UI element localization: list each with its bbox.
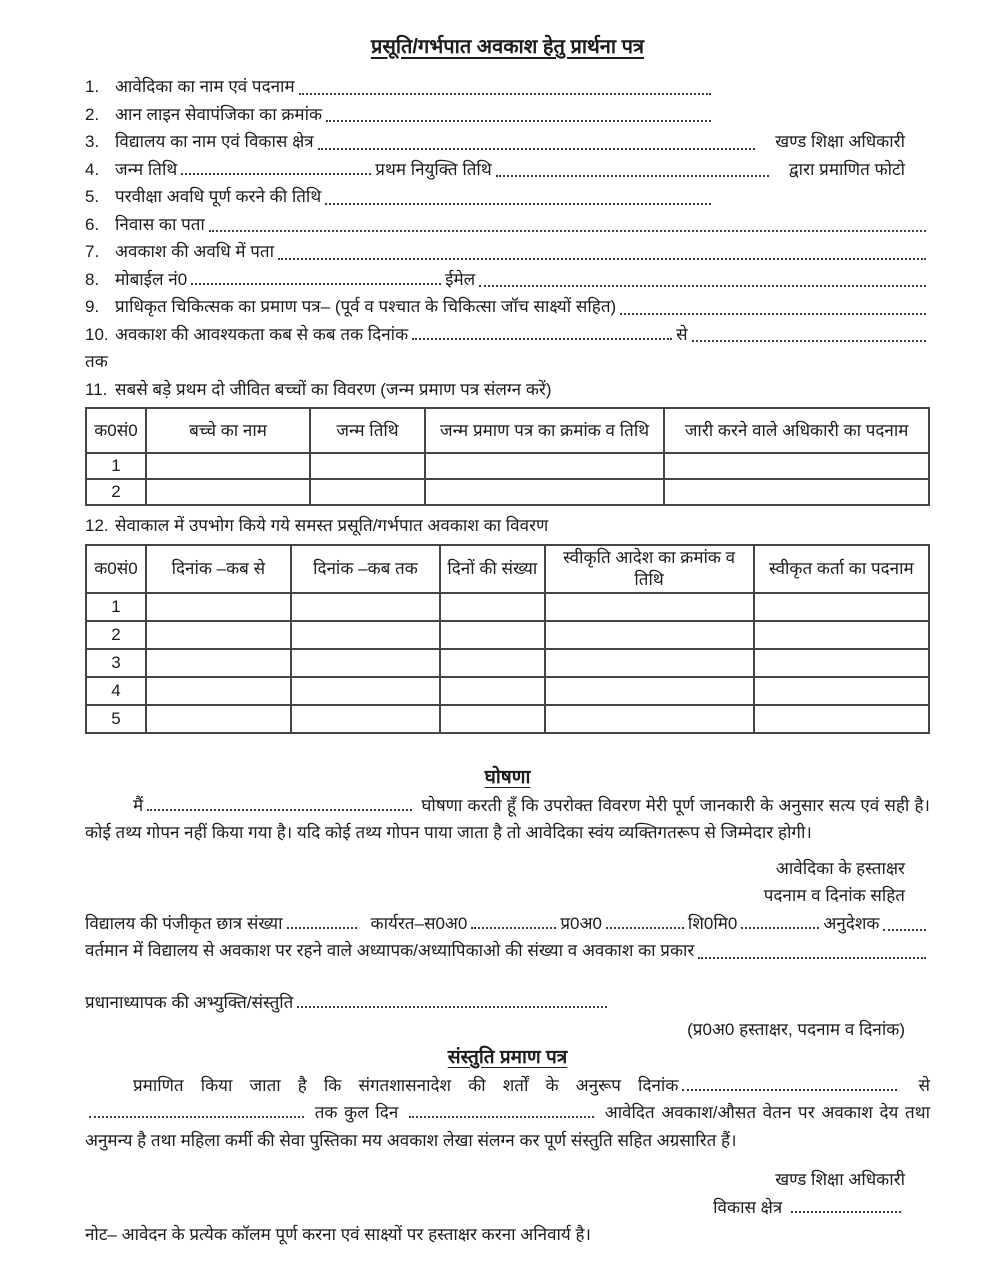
field-leave-duration (85, 321, 930, 349)
field-label: अवकाश की अवधि में पता (115, 242, 275, 261)
header-date-to: दिनांक –कब तक (291, 545, 440, 593)
field-online-service-number (85, 101, 930, 129)
field-label: विद्यालय का नाम एवं विकास क्षेत्र (115, 132, 314, 151)
empty-cell (425, 453, 664, 479)
photo-attestation-label-1: खण्ड शिक्षा अधिकारी (775, 132, 905, 151)
empty-cell (146, 621, 291, 649)
head-teacher-label: प्र0अ0 (560, 913, 602, 933)
empty-cell (310, 453, 425, 479)
header-sanction-order: स्वीकृति आदेश का क्रमांक व तिथि (545, 545, 754, 593)
field-residence-address (85, 211, 930, 239)
dotted-line (692, 340, 926, 342)
field-number: 2. (85, 104, 100, 124)
empty-cell (291, 705, 440, 733)
header-date-from: दिनांक –कब से (146, 545, 291, 593)
field-number: 9. (85, 297, 100, 316)
recommendation-heading: संस्तुति प्रमाण पत्र (447, 1046, 568, 1068)
field-label-secondary: ईमेल (445, 269, 476, 289)
recommendation-text-tak: तक कुल दिन (314, 1103, 399, 1122)
header-serial: क0सं0 (86, 408, 146, 453)
serial-cell: 1 (86, 593, 146, 621)
empty-cell (146, 649, 291, 677)
dotted-line (278, 258, 926, 260)
empty-cell (146, 479, 310, 505)
dotted-line (682, 1089, 897, 1091)
empty-cell (440, 705, 545, 733)
registered-students-label: विद्यालय की पंजीकृत छात्र संख्या (85, 913, 283, 933)
dotted-line (698, 957, 926, 959)
field-label: सेवाकाल में उपभोग किये गये समस्त प्रसूति/गर्भपात अवकाश का विवरण (115, 516, 549, 535)
dotted-line (325, 203, 711, 205)
field-applicant-name (85, 73, 930, 101)
field-past-leave-heading (85, 512, 930, 540)
field-number: 1. (85, 77, 100, 96)
dotted-line (147, 809, 412, 811)
dotted-line (89, 1116, 304, 1118)
children-table (85, 407, 930, 506)
empty-cell (754, 677, 929, 705)
header-birth-certificate: जन्म प्रमाण पत्र का क्रमांक व तिथि (425, 408, 664, 453)
school-statistics-line (85, 910, 930, 938)
headmaster-signature-note: (प्र0अ0 हस्ताक्षर, पदनाम व दिनांक) (687, 1020, 905, 1039)
field-label: परवीक्षा अवधि पूर्ण करने की तिथि (115, 187, 322, 206)
empty-cell (440, 677, 545, 705)
empty-cell (291, 649, 440, 677)
declaration-heading: घोषणा (484, 766, 531, 788)
dotted-line (471, 927, 556, 929)
empty-cell (146, 677, 291, 705)
declaration-paragraph (85, 792, 930, 847)
applicant-signature-sub-label: पदनाम व दिनांक सहित (763, 886, 905, 905)
field-leave-duration-continuation (85, 348, 930, 376)
empty-cell (440, 649, 545, 677)
serial-cell: 1 (86, 453, 146, 479)
empty-cell (754, 705, 929, 733)
teachers-on-leave-label: वर्तमान में विद्यालय से अवकाश पर रहने वाले अध्यापक/अध्यापिकाओ की संख्या व अवकाश का प्रकार (85, 941, 695, 960)
empty-cell (291, 677, 440, 705)
declaration-pre: मैं (133, 795, 144, 815)
field-number: 12. (85, 516, 109, 535)
dotted-line (209, 230, 926, 232)
field-number: 11. (85, 379, 108, 399)
field-leave-period-address (85, 238, 930, 266)
footer-note-text: नोट– आवेदन के प्रत्येक कॉलम पूर्ण करना एवं साक्ष्यों पर हस्ताक्षर करना अनिवार्य है। (85, 1225, 591, 1244)
shiksha-mitra-label: शि0मि0 (687, 913, 738, 933)
dotted-line (791, 1211, 901, 1213)
development-area-label: विकास क्षेत्र (713, 1197, 783, 1217)
field-number: 6. (85, 214, 100, 234)
table-row (86, 621, 929, 649)
headmaster-remark-label: प्रधानाध्यापक की अभ्युक्ति/संस्तुति (85, 992, 294, 1012)
header-serial: क0सं0 (86, 545, 146, 593)
field-label-tak: तक (85, 352, 108, 371)
field-school-name (85, 128, 930, 156)
field-number: 10. (85, 324, 109, 344)
dotted-line (741, 927, 819, 929)
empty-cell (310, 479, 425, 505)
field-label: सबसे बड़े प्रथम दो जीवित बच्चों का विवरण (जन्म प्रमाण पत्र संलग्न करें) (115, 379, 552, 399)
field-label-se: से (676, 324, 688, 344)
dotted-line (287, 927, 357, 929)
empty-cell (664, 453, 929, 479)
header-days-count: दिनों की संख्या (440, 545, 545, 593)
field-label: जन्म तिथि (115, 159, 178, 179)
field-birth-and-appointment-date (85, 156, 930, 184)
dotted-line (326, 120, 711, 122)
header-issuing-officer: जारी करने वाले अधिकारी का पदनाम (664, 408, 929, 453)
block-education-officer-label: खण्ड शिक्षा अधिकारी (775, 1170, 905, 1189)
leave-history-table (85, 544, 930, 734)
field-mobile-email (85, 266, 930, 294)
dotted-line (297, 1006, 607, 1008)
recommendation-text-se: से (918, 1075, 930, 1095)
serial-cell: 2 (86, 479, 146, 505)
empty-cell (440, 593, 545, 621)
empty-cell (754, 649, 929, 677)
empty-cell (545, 705, 754, 733)
field-number: 4. (85, 159, 100, 179)
serial-cell: 3 (86, 649, 146, 677)
dotted-line (479, 285, 926, 287)
recommendation-paragraph (85, 1072, 930, 1155)
empty-cell (754, 593, 929, 621)
children-table-header-row (86, 408, 929, 453)
dotted-line (606, 927, 684, 929)
applicant-signature-label: आवेदिका के हस्ताक्षर (775, 858, 905, 878)
empty-cell (146, 705, 291, 733)
field-number: 5. (85, 187, 100, 206)
field-children-details-heading (85, 376, 930, 404)
serial-cell: 2 (86, 621, 146, 649)
empty-cell (545, 677, 754, 705)
form-title (85, 32, 930, 59)
empty-cell (425, 479, 664, 505)
instructor-label: अनुदेशक (823, 913, 880, 933)
empty-cell (146, 593, 291, 621)
field-label: अवकाश की आवश्यकता कब से कब तक दिनांक (115, 324, 409, 344)
dotted-line (409, 1116, 594, 1118)
table-row (86, 649, 929, 677)
dotted-line (181, 173, 371, 175)
empty-cell (664, 479, 929, 505)
header-sanctioning-officer: स्वीकृत कर्ता का पदनाम (754, 545, 929, 593)
leave-table-header-row (86, 545, 929, 593)
declaration-text: घोषणा करती हूँ कि उपरोक्त विवरण मेरी पूर्ण जानकारी के अनुसार सत्य एवं सही है। कोई तथ्य गोपन नहीं किया गया है। यदि कोई तथ्य गोपन पाया जाता है तो आवेदिका स्वंय व्यक्तिगतरूप से जिम्मेदार होगी। (85, 795, 930, 842)
dotted-line (299, 93, 711, 95)
field-number: 3. (85, 132, 100, 151)
dotted-line (318, 148, 756, 150)
working-assistant-teacher-label: कार्यरत–स0अ0 (370, 913, 468, 933)
field-probation-completion-date (85, 183, 930, 211)
development-area-line (85, 1194, 930, 1222)
table-row (86, 479, 929, 505)
empty-cell (291, 593, 440, 621)
field-medical-certificate (85, 293, 930, 321)
field-label: निवास का पता (115, 214, 205, 234)
dotted-line (620, 313, 926, 315)
dotted-line (191, 283, 441, 285)
table-row (86, 705, 929, 733)
field-number: 8. (85, 269, 100, 289)
table-row (86, 677, 929, 705)
headmaster-remark-line (85, 989, 930, 1017)
table-row (86, 453, 929, 479)
header-birth-date: जन्म तिथि (310, 408, 425, 453)
field-label: आवेदिका का नाम एवं पदनाम (115, 77, 295, 96)
field-label: मोबाईल नं0 (115, 269, 188, 289)
header-child-name: बच्चे का नाम (146, 408, 310, 453)
empty-cell (545, 593, 754, 621)
field-label: प्राधिकृत चिकित्सक का प्रमाण पत्र– (पूर्व व पश्चात के चिकित्सा जॉच साक्ष्यों सहित) (115, 297, 617, 316)
empty-cell (291, 621, 440, 649)
dotted-line (496, 175, 769, 177)
empty-cell (754, 621, 929, 649)
empty-cell (146, 453, 310, 479)
recommendation-text-start: प्रमाणित किया जाता है कि संगतशासनादेश की शर्तों के अनुरूप दिनांक (133, 1075, 679, 1095)
serial-cell: 4 (86, 677, 146, 705)
recommendation-text-end: आवेदित अवकाश/औसत वेतन पर अवकाश देय तथा अनुमन्य है तथा महिला कर्मी की सेवा पुस्तिका मय अवकाश लेखा संलग्न कर पूर्ण संस्तुति सहित अग्रसारित हैं। (85, 1103, 931, 1150)
field-label-secondary: प्रथम नियुक्ति तिथि (375, 159, 492, 179)
empty-cell (545, 649, 754, 677)
form-title-text: प्रसूति/गर्भपात अवकाश हेतु प्रार्थना पत्र (370, 36, 645, 58)
empty-cell (440, 621, 545, 649)
empty-cell (545, 621, 754, 649)
field-number: 7. (85, 242, 100, 261)
teachers-on-leave-line (85, 937, 930, 965)
photo-attestation-label-2: द्वारा प्रमाणित फोटो (788, 159, 905, 179)
footer-note (85, 1221, 930, 1249)
field-label: आन लाइन सेवापंजिका का क्रमांक (115, 104, 323, 124)
dotted-line (883, 929, 926, 931)
dotted-line (412, 338, 672, 340)
serial-cell: 5 (86, 705, 146, 733)
table-row (86, 593, 929, 621)
